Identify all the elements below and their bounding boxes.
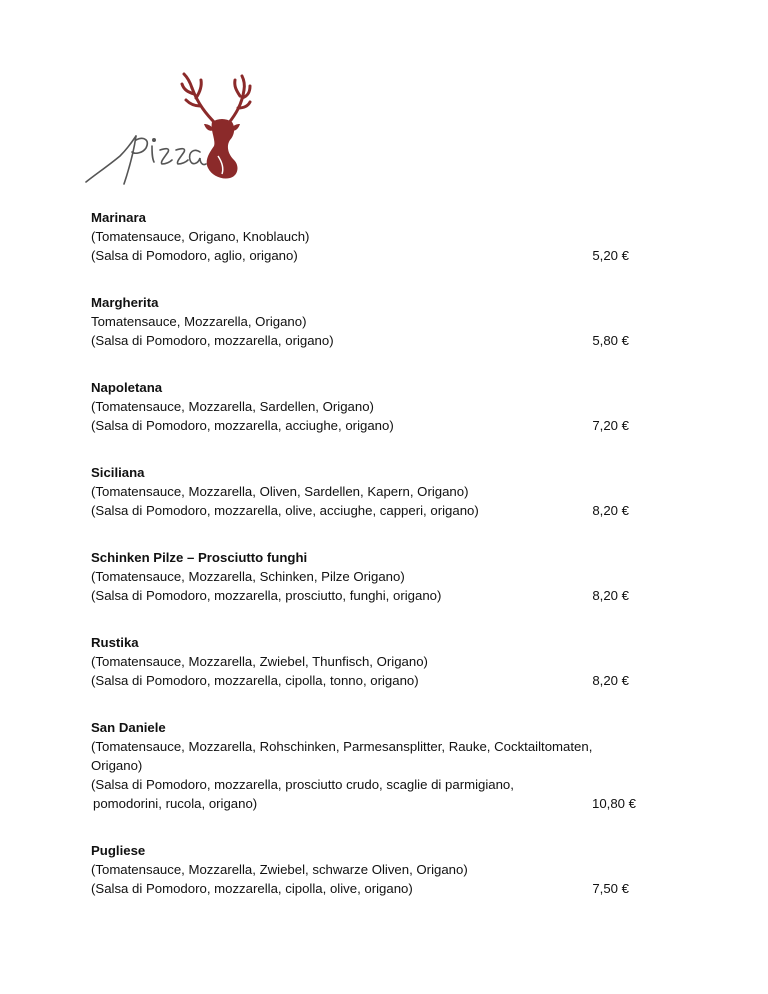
menu-item-price: 8,20 € — [592, 503, 629, 518]
menu-item-description: (Salsa di Pomodoro, mozzarella, origano) — [91, 333, 334, 348]
menu-item-description: (Tomatensauce, Mozzarella, Zwiebel, Thunfisch, Origano) — [91, 654, 428, 669]
menu-item-price: 5,80 € — [592, 333, 629, 348]
menu-item-description: (Salsa di Pomodoro, mozzarella, prosciutto, funghi, origano) — [91, 588, 442, 603]
menu-item-name: Schinken Pilze – Prosciutto funghi — [91, 550, 308, 565]
menu-item-description: pomodorini, rucola, origano) — [93, 796, 258, 811]
pizza-logo — [84, 66, 254, 196]
menu-item-description: (Tomatensauce, Mozzarella, Oliven, Sardellen, Kapern, Origano) — [91, 484, 469, 499]
menu-item-siciliana — [91, 463, 651, 520]
menu-item-description: (Salsa di Pomodoro, mozzarella, prosciutto crudo, scaglie di parmigiano, — [91, 777, 514, 792]
menu-item-price: 8,20 € — [592, 588, 629, 603]
menu-item-rustika — [91, 633, 651, 690]
menu-item-margherita — [91, 293, 651, 350]
menu-item-description: (Salsa di Pomodoro, mozzarella, cipolla, olive, origano) — [91, 881, 413, 896]
menu-item-name: Margherita — [91, 295, 159, 310]
menu-item-name: Napoletana — [91, 380, 163, 395]
menu-item-description: (Salsa di Pomodoro, mozzarella, cipolla, tonno, origano) — [91, 673, 419, 688]
pizza-menu — [91, 208, 651, 926]
menu-item-description: (Tomatensauce, Origano, Knoblauch) — [91, 229, 310, 244]
deer-icon — [84, 66, 254, 196]
menu-item-description: (Salsa di Pomodoro, mozzarella, acciughe, origano) — [91, 418, 394, 433]
menu-item-name: Marinara — [91, 210, 146, 225]
menu-item-description: (Salsa di Pomodoro, aglio, origano) — [91, 248, 298, 263]
menu-item-description: (Salsa di Pomodoro, mozzarella, olive, acciughe, capperi, origano) — [91, 503, 479, 518]
menu-item-napoletana — [91, 378, 651, 435]
menu-item-name: San Daniele — [91, 720, 166, 735]
menu-item-price: 8,20 € — [592, 673, 629, 688]
menu-item-name: Pugliese — [91, 843, 146, 858]
menu-item-description: Origano) — [91, 758, 143, 773]
menu-item-marinara — [91, 208, 651, 265]
menu-item-description: (Tomatensauce, Mozzarella, Schinken, Pilze Origano) — [91, 569, 405, 584]
menu-item-schinken-pilze — [91, 548, 651, 605]
menu-item-price: 5,20 € — [592, 248, 629, 263]
menu-item-san-daniele — [91, 718, 651, 813]
menu-item-description: (Tomatensauce, Mozzarella, Rohschinken, Parmesansplitter, Rauke, Cocktailtomaten, — [91, 739, 593, 754]
menu-item-name: Siciliana — [91, 465, 145, 480]
menu-item-price: 7,20 € — [592, 418, 629, 433]
menu-item-description: Tomatensauce, Mozzarella, Origano) — [91, 314, 307, 329]
menu-item-description: (Tomatensauce, Mozzarella, Sardellen, Origano) — [91, 399, 374, 414]
menu-item-price: 10,80 € — [592, 796, 636, 811]
menu-item-price: 7,50 € — [592, 881, 629, 896]
menu-item-description: (Tomatensauce, Mozzarella, Zwiebel, schwarze Oliven, Origano) — [91, 862, 468, 877]
menu-item-pugliese — [91, 841, 651, 898]
menu-item-name: Rustika — [91, 635, 139, 650]
